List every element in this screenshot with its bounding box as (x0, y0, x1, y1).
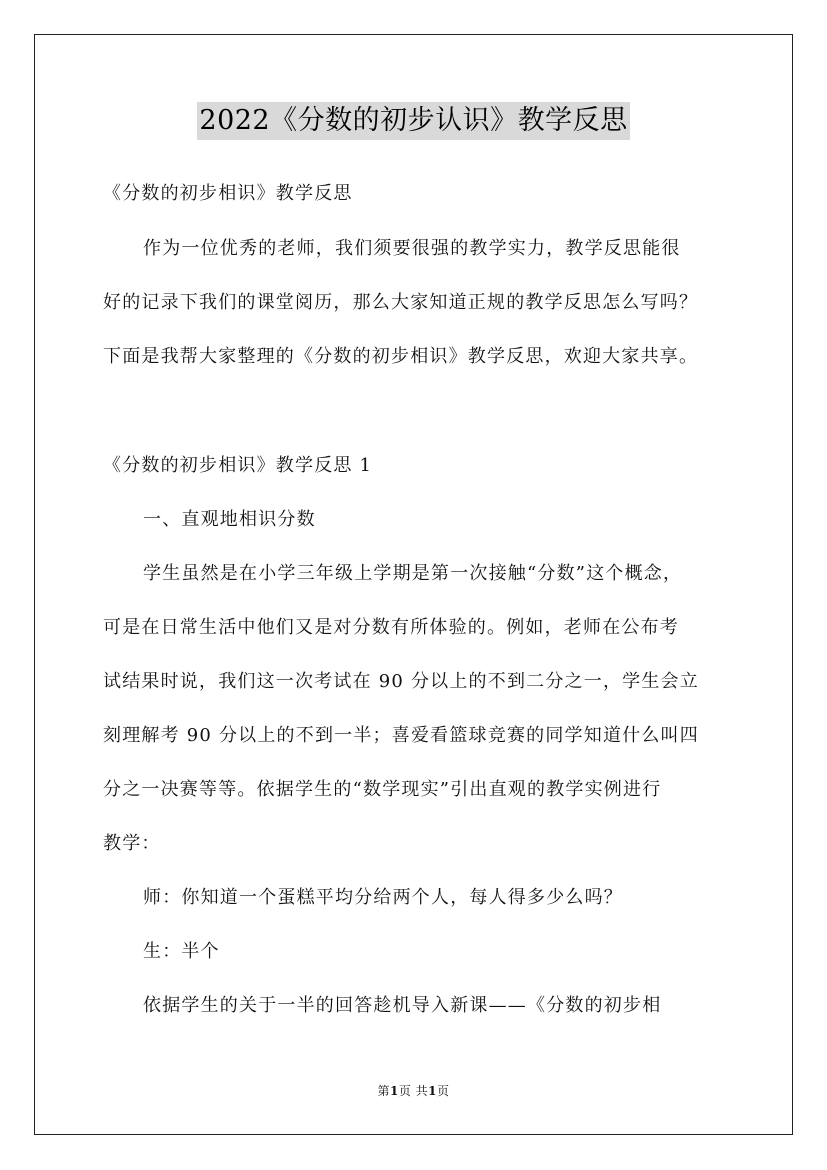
paragraph-line-3: 试结果时说，我们这一次考试在 90 分以上的不到二分之一，学生会立 (103, 671, 699, 692)
section-title: 《分数的初步相识》教学反思 1 (103, 455, 373, 476)
footer-page-number: 1 (389, 1084, 399, 1098)
closing-line: 依据学生的关于一半的回答趁机导入新课——《分数的初步相 (143, 995, 662, 1016)
title-container (0, 102, 827, 140)
footer-middle: 页 共 (398, 1084, 429, 1098)
footer-suffix: 页 (437, 1084, 450, 1098)
section-heading: 一、直观地相识分数 (143, 509, 316, 530)
page-footer (0, 1083, 827, 1099)
document-title: 2022《分数的初步认识》教学反思 (197, 102, 629, 140)
paragraph-line-6: 教学： (103, 833, 161, 854)
paragraph-line-2: 可是在日常生活中他们又是对分数有所体验的。例如，老师在公布考 (103, 617, 679, 638)
dialog-teacher: 师：你知道一个蛋糕平均分给两个人，每人得多少么吗？ (143, 887, 623, 908)
footer-page-total: 1 (428, 1084, 438, 1098)
dialog-student: 生：半个 (143, 941, 220, 962)
paragraph-line-4: 刻理解考 90 分以上的不到一半；喜爱看篮球竞赛的同学知道什么叫四 (103, 725, 699, 746)
document-subtitle: 《分数的初步相识》教学反思 (103, 183, 353, 204)
intro-line-2: 好的记录下我们的课堂阅历，那么大家知道正规的教学反思怎么写吗？ (103, 292, 699, 313)
intro-line-1: 作为一位优秀的老师，我们须要很强的教学实力，教学反思能很 (143, 238, 681, 259)
footer-prefix: 第 (377, 1084, 390, 1098)
paragraph-line-5: 分之一决赛等等。依据学生的“数学现实”引出直观的教学实例进行 (103, 779, 662, 800)
intro-line-3: 下面是我帮大家整理的《分数的初步相识》教学反思，欢迎大家共享。 (103, 346, 699, 367)
paragraph-line-1: 学生虽然是在小学三年级上学期是第一次接触“分数”这个概念， (143, 563, 683, 584)
